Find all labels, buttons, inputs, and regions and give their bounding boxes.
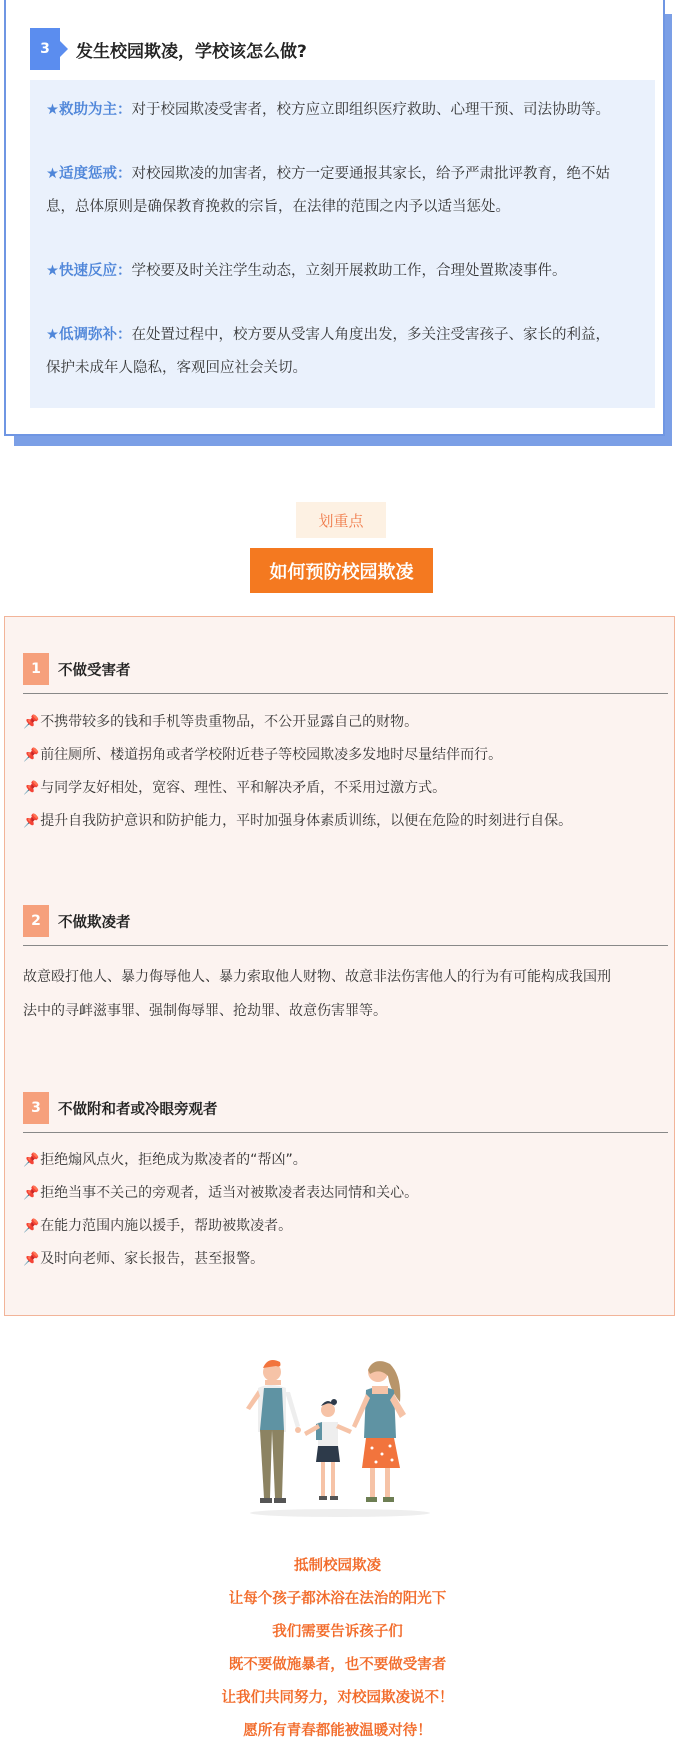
point-lead: ★低调弥补：	[46, 327, 132, 343]
list-item	[23, 1177, 668, 1210]
closing-line: 既不要做施暴者，也不要做受害者	[228, 1657, 447, 1673]
section-title: 发生校园欺凌，学校该怎么做?	[76, 41, 307, 62]
list-item-text: 不携带较多的钱和手机等贵重物品，不公开显露自己的财物。	[40, 714, 419, 730]
school-response-card	[4, 0, 665, 436]
point-lead: ★适度惩戒：	[46, 166, 132, 182]
highlight-tag: 划重点	[296, 502, 386, 538]
pin-icon: 📌	[23, 1186, 40, 1201]
paragraph-line: 法中的寻衅滋事罪、强制侮辱罪、抢劫罪、故意伤害罪等。	[23, 1003, 387, 1019]
item-header-not-victim	[23, 653, 668, 694]
pin-icon: 📌	[23, 748, 40, 763]
point-text: 对校园欺凌的加害者，校方一定要通报其家长，给予严肃批评教育，绝不姑	[131, 166, 610, 182]
pin-icon: 📌	[23, 1153, 40, 1168]
father-figure	[246, 1360, 301, 1503]
list-item-text: 拒绝当事不关己的旁观者，适当对被欺凌者表达同情和关心。	[40, 1185, 419, 1201]
list-item-text: 及时向老师、家长报告，甚至报警。	[40, 1251, 265, 1267]
item-number-badge: 3	[23, 1092, 49, 1124]
point-text: 对于校园欺凌受害者，校方应立即组织医疗救助、心理干预、司法协助等。	[131, 102, 610, 118]
closing-line: 愿所有青春都能被温暖对待！	[243, 1723, 432, 1739]
list-item	[23, 805, 668, 838]
list-item-text: 拒绝煽风点火，拒绝成为欺凌者的“帮凶”。	[40, 1152, 307, 1168]
section-number-badge: 3	[30, 28, 60, 70]
point-quick-response	[46, 255, 639, 288]
pin-icon: 📌	[23, 781, 40, 796]
item-title: 不做附和者或冷眼旁观者	[58, 1101, 218, 1118]
prevention-card	[4, 616, 675, 1316]
list-item-text: 在能力范围内施以援手，帮助被欺凌者。	[40, 1218, 293, 1234]
list-item	[23, 1210, 668, 1243]
pin-icon: 📌	[23, 814, 40, 829]
item-number-badge: 2	[23, 905, 49, 937]
list-item	[23, 1243, 668, 1276]
item-number-badge: 1	[23, 653, 49, 685]
list-item	[23, 706, 668, 739]
pin-icon: 📌	[23, 715, 40, 730]
point-lead: ★救助为主：	[46, 102, 132, 118]
family-illustration	[230, 1350, 450, 1520]
closing-line: 让每个孩子都沐浴在法治的阳光下	[228, 1591, 447, 1607]
list-item	[23, 1144, 668, 1177]
list-item-text: 前往厕所、楼道拐角或者学校附近巷子等校园欺凌多发地时尽量结伴而行。	[40, 747, 503, 763]
child-figure	[304, 1399, 352, 1500]
point-text: 学校要及时关注学生动态，立刻开展救助工作，合理处置欺凌事件。	[131, 263, 567, 279]
closing-message	[0, 1550, 675, 1748]
list-item	[23, 739, 668, 772]
response-points	[30, 80, 655, 408]
point-text-cont: 息，总体原则是确保教育挽救的宗旨，在法律的范围之内予以适当惩处。	[46, 199, 510, 215]
paragraph-line: 故意殴打他人、暴力侮辱他人、暴力索取他人财物、故意非法伤害他人的行为有可能构成我国刑	[23, 969, 611, 985]
pin-icon: 📌	[23, 1252, 40, 1267]
item-header-not-bystander	[23, 1092, 668, 1133]
mother-figure	[352, 1361, 406, 1502]
item-paragraph-not-bully	[23, 960, 668, 1028]
list-item-text: 提升自我防护意识和防护能力，平时加强身体素质训练，以便在危险的时刻进行自保。	[40, 813, 573, 829]
list-item-text: 与同学友好相处，宽容、理性、平和解决矛盾，不采用过激方式。	[40, 780, 447, 796]
point-text: 在处置过程中，校方要从受害人角度出发，多关注受害孩子、家长的利益，	[131, 327, 610, 343]
item-list-not-bystander	[23, 1144, 668, 1276]
prevention-heading: 如何预防校园欺凌	[250, 548, 433, 593]
point-low-profile	[46, 319, 639, 385]
section-header	[30, 28, 307, 70]
list-item	[23, 772, 668, 805]
closing-line: 让我们共同努力，对校园欺凌说不！	[221, 1690, 454, 1706]
point-text-cont: 保护未成年人隐私，客观回应社会关切。	[46, 360, 307, 376]
item-title: 不做受害者	[58, 662, 131, 679]
item-title: 不做欺凌者	[58, 914, 131, 931]
item-list-not-victim	[23, 706, 668, 838]
item-header-not-bully	[23, 905, 668, 946]
pin-icon: 📌	[23, 1219, 40, 1234]
closing-line: 抵制校园欺凌	[294, 1558, 381, 1574]
point-discipline	[46, 158, 639, 224]
point-rescue	[46, 94, 639, 127]
point-lead: ★快速反应：	[46, 263, 132, 279]
closing-line: 我们需要告诉孩子们	[272, 1624, 403, 1640]
